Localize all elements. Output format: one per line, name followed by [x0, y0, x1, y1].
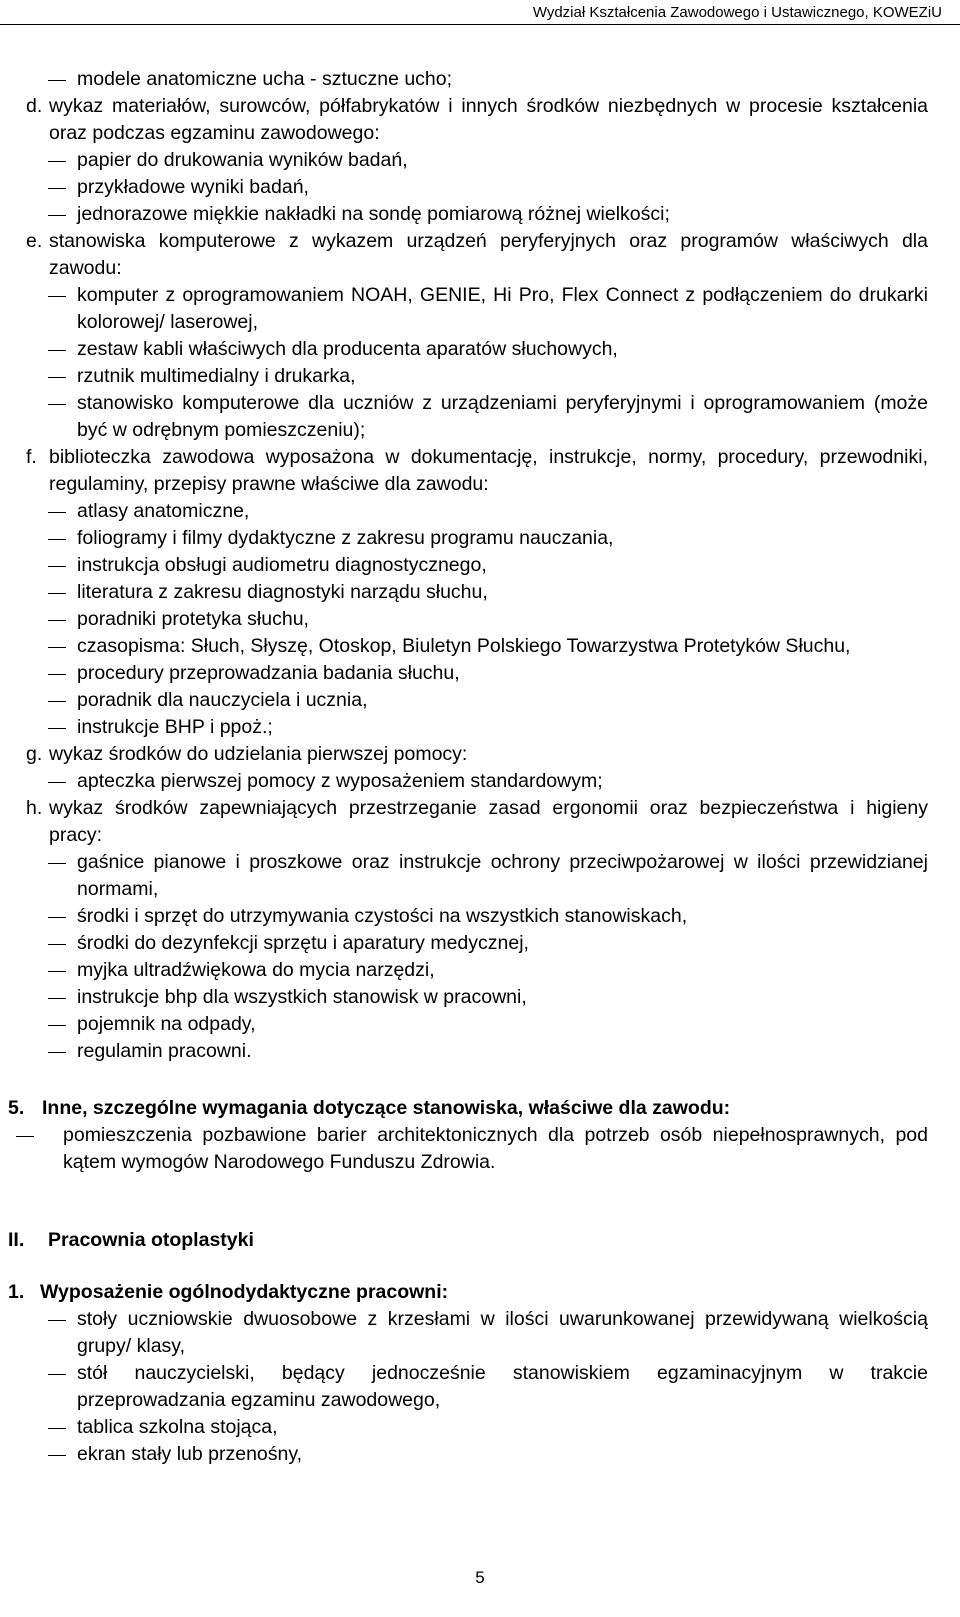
list-item	[0, 1360, 960, 1414]
dash-bullet	[48, 782, 66, 783]
item-text: pomieszczenia pozbawione barier architektonicznych dla potrzeb osób niepełnosprawnych, pod kątem wymogów Narodowego Funduszu Zdrowia.	[63, 1124, 928, 1173]
item-text: procedury przeprowadzania badania słuchu,	[77, 662, 460, 684]
document-body	[0, 66, 960, 1468]
list-item	[0, 849, 960, 903]
section-heading	[0, 1279, 960, 1306]
section-heading	[0, 1095, 960, 1122]
item-text: biblioteczka zawodowa wyposażona w dokumentację, instrukcje, normy, procedury, przewodniki, regulaminy, przepisy prawne właściwe dla zawodu:	[49, 446, 928, 495]
dash-bullet	[16, 1136, 34, 1137]
list-item	[0, 714, 960, 741]
item-text: wykaz środków do udzielania pierwszej pomocy:	[49, 743, 468, 765]
list-item	[0, 957, 960, 984]
list-item	[0, 633, 960, 660]
item-text: poradniki protetyka słuchu,	[77, 608, 309, 630]
item-letter: g.	[26, 743, 43, 765]
dash-bullet	[48, 593, 66, 594]
section-number: 5.	[8, 1097, 25, 1119]
chapter-heading	[0, 1227, 960, 1254]
item-letter: e.	[26, 230, 43, 252]
list-item	[0, 579, 960, 606]
item-text: instrukcje BHP i ppoż.;	[77, 716, 273, 738]
list-item	[0, 498, 960, 525]
item-text: zestaw kabli właściwych dla producenta aparatów słuchowych,	[77, 338, 618, 360]
dash-bullet	[48, 512, 66, 513]
dash-bullet	[48, 917, 66, 918]
dash-bullet	[48, 674, 66, 675]
list-item	[0, 336, 960, 363]
section-title: Inne, szczególne wymagania dotyczące stanowiska, właściwe dla zawodu:	[42, 1097, 731, 1119]
list-item	[0, 174, 960, 201]
lettered-item	[0, 741, 960, 768]
item-text: pojemnik na odpady,	[77, 1013, 256, 1035]
item-text: regulamin pracowni.	[77, 1040, 252, 1062]
item-letter: f.	[26, 446, 37, 468]
item-text: stół nauczycielski, będący jednocześnie stanowiskiem egzaminacyjnym w trakcie przeprowadzania egzaminu zawodowego,	[77, 1362, 928, 1411]
running-header	[0, 4, 960, 22]
chapter-number: II.	[8, 1229, 25, 1251]
dash-bullet	[48, 620, 66, 621]
item-text: tablica szkolna stojąca,	[77, 1416, 278, 1438]
dash-bullet	[48, 161, 66, 162]
item-letter: h.	[26, 797, 43, 819]
item-letter: d.	[26, 95, 43, 117]
list-item	[0, 525, 960, 552]
item-text: foliogramy i filmy dydaktyczne z zakresu programu nauczania,	[77, 527, 614, 549]
list-item	[0, 768, 960, 795]
item-text: instrukcja obsługi audiometru diagnostycznego,	[77, 554, 487, 576]
list-item	[0, 930, 960, 957]
item-text: rzutnik multimedialny i drukarka,	[77, 365, 356, 387]
list-item	[0, 1038, 960, 1065]
item-text: instrukcje bhp dla wszystkich stanowisk w pracowni,	[77, 986, 527, 1008]
list-item	[0, 552, 960, 579]
page-number: 5	[475, 1568, 485, 1587]
list-item	[0, 984, 960, 1011]
dash-bullet	[48, 971, 66, 972]
item-text: wykaz środków zapewniających przestrzeganie zasad ergonomii oraz bezpieczeństwa i higieny pracy:	[49, 797, 928, 846]
item-text: środki do dezynfekcji sprzętu i aparatury medycznej,	[77, 932, 529, 954]
dash-bullet	[48, 188, 66, 189]
item-text: atlasy anatomiczne,	[77, 500, 250, 522]
dash-bullet	[48, 998, 66, 999]
lettered-item	[0, 444, 960, 498]
dash-bullet	[48, 566, 66, 567]
list-item	[0, 1122, 960, 1176]
list-item	[0, 1441, 960, 1468]
dash-bullet	[48, 539, 66, 540]
dash-bullet	[48, 80, 66, 81]
dash-bullet	[48, 863, 66, 864]
dash-bullet	[48, 647, 66, 648]
list-item	[0, 363, 960, 390]
dash-bullet	[48, 1374, 66, 1375]
dash-bullet	[48, 1052, 66, 1053]
dash-bullet	[48, 1025, 66, 1026]
lettered-item	[0, 795, 960, 849]
item-text: czasopisma: Słuch, Słyszę, Otoskop, Biuletyn Polskiego Towarzystwa Protetyków Słuchu,	[77, 635, 851, 657]
item-text: stanowisko komputerowe dla uczniów z urządzeniami peryferyjnymi i oprogramowaniem (może być w odrębnym pomieszczeniu);	[77, 392, 928, 441]
lettered-item	[0, 228, 960, 282]
list-item	[0, 903, 960, 930]
dash-bullet	[48, 1455, 66, 1456]
list-item	[0, 66, 960, 93]
list-item	[0, 1306, 960, 1360]
dash-bullet	[48, 728, 66, 729]
section-number: 1.	[8, 1281, 25, 1303]
dash-bullet	[48, 296, 66, 297]
list-item	[0, 1011, 960, 1038]
lettered-item	[0, 93, 960, 147]
item-text: apteczka pierwszej pomocy z wyposażeniem standardowym;	[77, 770, 603, 792]
dash-bullet	[48, 944, 66, 945]
list-item	[0, 687, 960, 714]
list-item	[0, 606, 960, 633]
item-text: wykaz materiałów, surowców, półfabrykatów i innych środków niezbędnych w procesie kształcenia oraz podczas egzaminu zawodowego:	[49, 95, 928, 144]
header-rule	[0, 24, 960, 25]
list-item	[0, 390, 960, 444]
item-text: komputer z oprogramowaniem NOAH, GENIE, Hi Pro, Flex Connect z podłączeniem do drukarki kolorowej/ laserowej,	[77, 284, 928, 333]
list-item	[0, 282, 960, 336]
chapter-title: Pracownia otoplastyki	[48, 1229, 254, 1251]
item-text: stoły uczniowskie dwuosobowe z krzesłami w ilości uwarunkowanej przewidywaną wielkością grupy/ klasy,	[77, 1308, 928, 1357]
item-text: jednorazowe miękkie nakładki na sondę pomiarową różnej wielkości;	[77, 203, 670, 225]
dash-bullet	[48, 1428, 66, 1429]
item-text: gaśnice pianowe i proszkowe oraz instrukcje ochrony przeciwpożarowej w ilości przewidzianej normami,	[77, 851, 928, 900]
dash-bullet	[48, 404, 66, 405]
item-text: ekran stały lub przenośny,	[77, 1443, 303, 1465]
item-text: poradnik dla nauczyciela i ucznia,	[77, 689, 368, 711]
item-text: przykładowe wyniki badań,	[77, 176, 309, 198]
dash-bullet	[48, 701, 66, 702]
section-title: Wyposażenie ogólnodydaktyczne pracowni:	[40, 1281, 449, 1303]
list-item	[0, 201, 960, 228]
item-text: środki i sprzęt do utrzymywania czystości na wszystkich stanowiskach,	[77, 905, 688, 927]
item-text: modele anatomiczne ucha - sztuczne ucho;	[77, 68, 453, 90]
header-title: Wydział Kształcenia Zawodowego i Ustawicznego, KOWEZiU	[532, 4, 942, 21]
dash-bullet	[48, 377, 66, 378]
dash-bullet	[48, 215, 66, 216]
list-item	[0, 147, 960, 174]
item-text: papier do drukowania wyników badań,	[77, 149, 408, 171]
item-text: stanowiska komputerowe z wykazem urządzeń peryferyjnych oraz programów właściwych dla zawodu:	[49, 230, 928, 279]
list-item	[0, 1414, 960, 1441]
item-text: myjka ultradźwiękowa do mycia narzędzi,	[77, 959, 435, 981]
dash-bullet	[48, 1320, 66, 1321]
dash-bullet	[48, 350, 66, 351]
list-item	[0, 660, 960, 687]
item-text: literatura z zakresu diagnostyki narządu słuchu,	[77, 581, 488, 603]
